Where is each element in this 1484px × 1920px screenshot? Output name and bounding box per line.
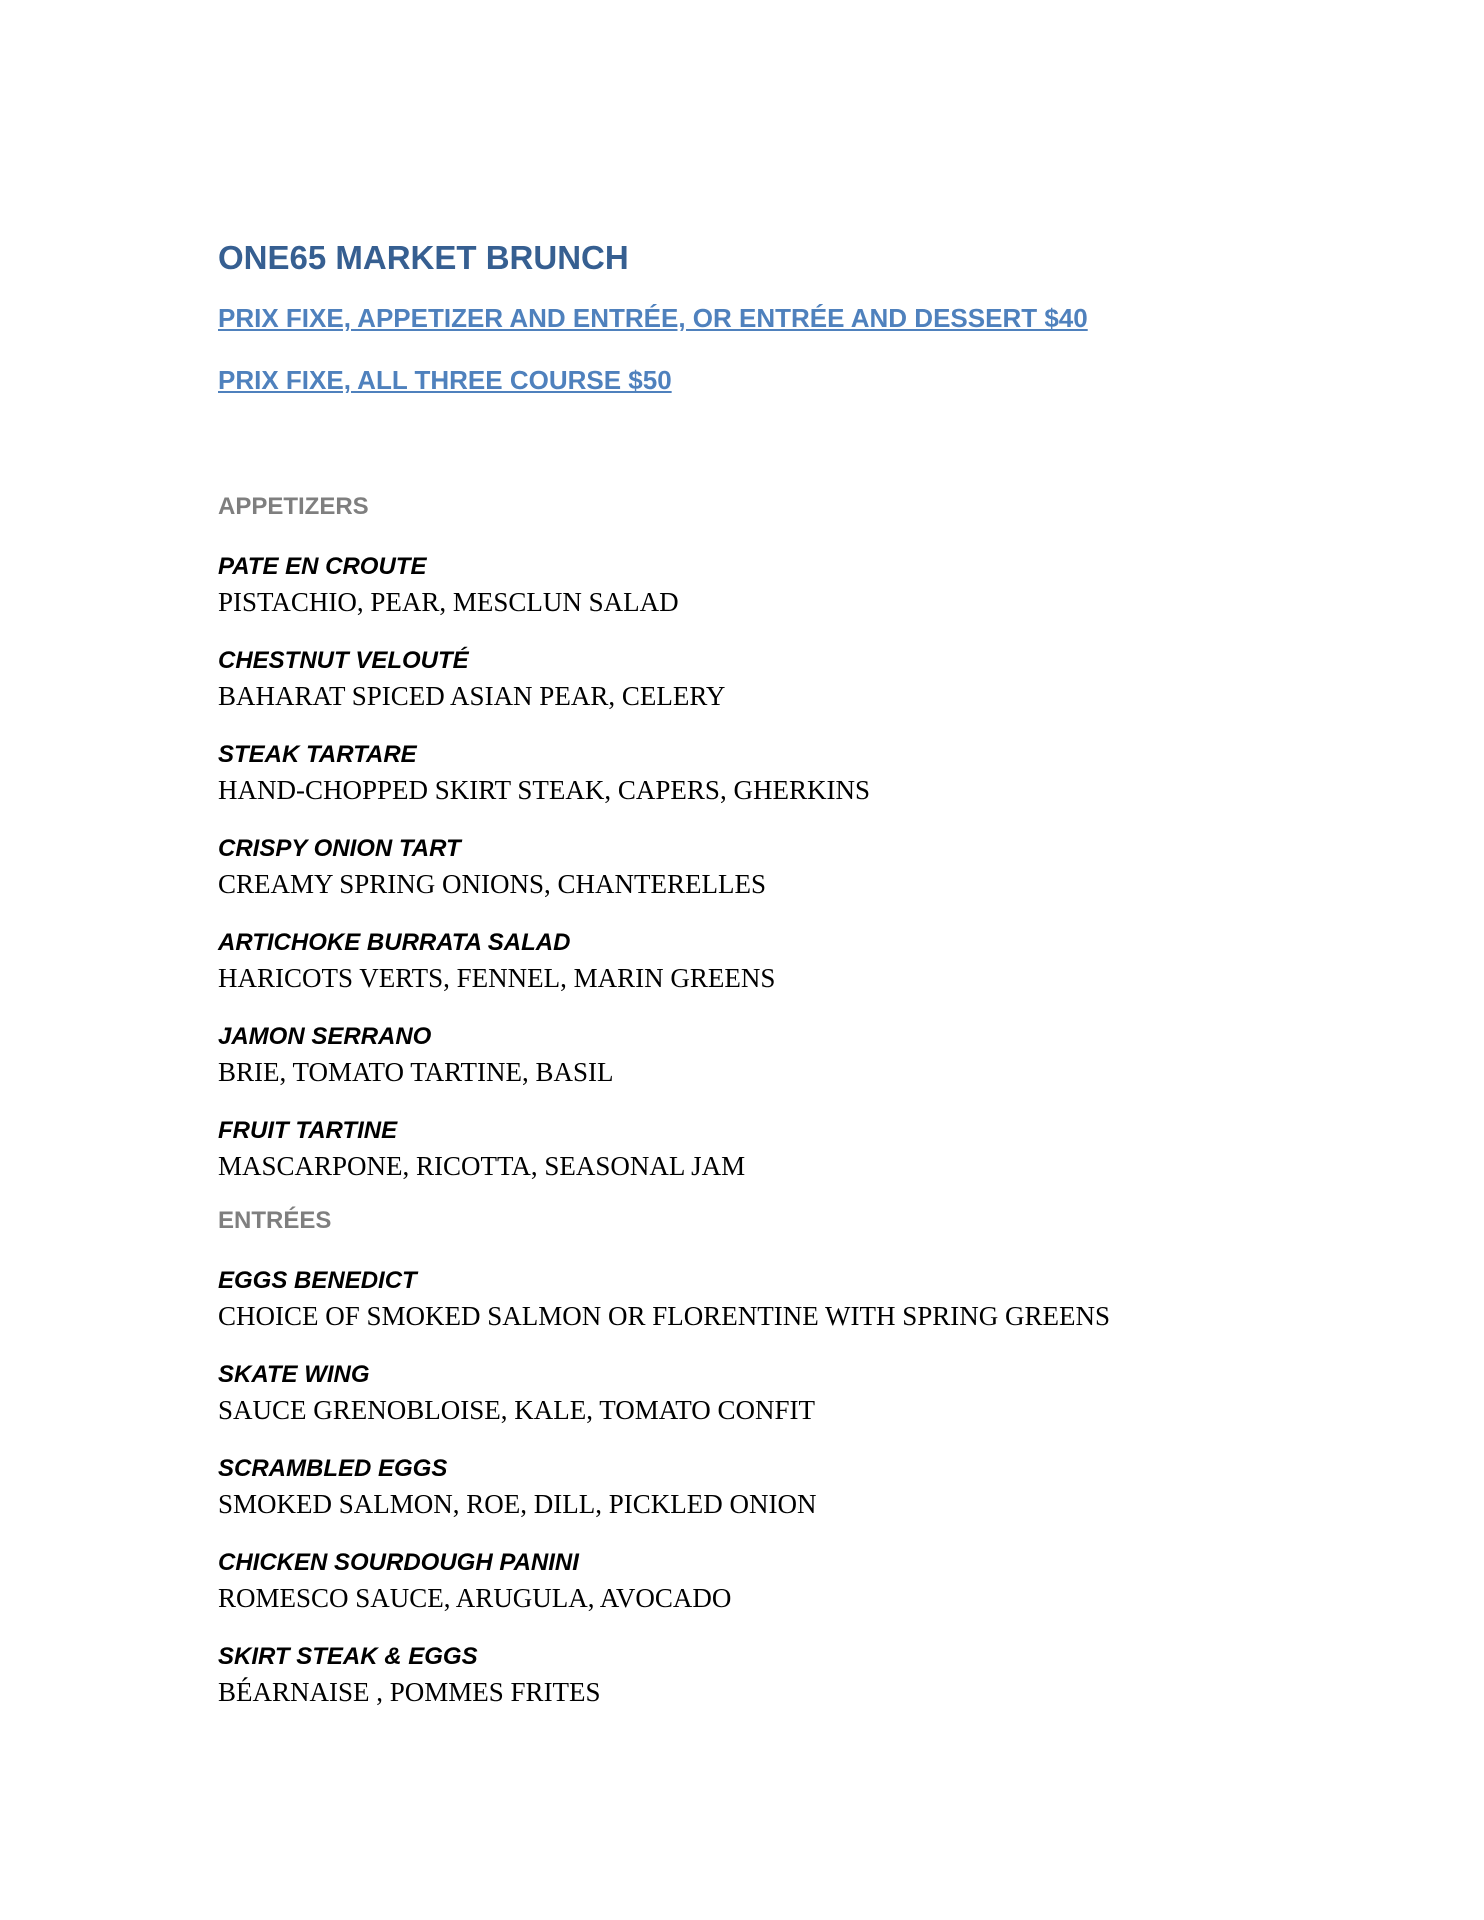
menu-item-chicken-sourdough-panini bbox=[218, 1546, 1318, 1616]
item-name: PATE EN CROUTE bbox=[218, 553, 427, 580]
item-name: CHICKEN SOURDOUGH PANINI bbox=[218, 1549, 579, 1576]
item-name: SCRAMBLED EGGS bbox=[218, 1455, 448, 1482]
entrees-heading: ENTRÉES bbox=[218, 1207, 332, 1234]
item-name: FRUIT TARTINE bbox=[218, 1117, 398, 1144]
prix-fixe-three-course-link[interactable]: PRIX FIXE, ALL THREE COURSE $50 bbox=[218, 365, 672, 395]
menu-item-jamon-serrano bbox=[218, 1020, 1318, 1090]
item-name: ARTICHOKE BURRATA SALAD bbox=[218, 929, 571, 956]
menu-item-artichoke-burrata-salad bbox=[218, 926, 1318, 996]
menu-item-fruit-tartine bbox=[218, 1114, 1318, 1184]
menu-item-pate-en-croute bbox=[218, 550, 1318, 620]
menu-content bbox=[218, 234, 1318, 1710]
item-description: BAHARAT SPICED ASIAN PEAR, CELERY bbox=[218, 681, 726, 711]
item-name: EGGS BENEDICT bbox=[218, 1267, 417, 1294]
menu-item-scrambled-eggs bbox=[218, 1452, 1318, 1522]
item-name: SKIRT STEAK & EGGS bbox=[218, 1643, 478, 1670]
menu-title: ONE65 MARKET BRUNCH bbox=[218, 239, 629, 276]
item-name: CHESTNUT VELOUTÉ bbox=[218, 647, 469, 674]
item-name: SKATE WING bbox=[218, 1361, 370, 1388]
item-description: CHOICE OF SMOKED SALMON OR FLORENTINE WITH SPRING GREENS bbox=[218, 1301, 1111, 1331]
item-description: PISTACHIO, PEAR, MESCLUN SALAD bbox=[218, 587, 679, 617]
item-description: HAND-CHOPPED SKIRT STEAK, CAPERS, GHERKINS bbox=[218, 775, 870, 805]
entrees-list bbox=[218, 1264, 1318, 1710]
item-name: JAMON SERRANO bbox=[218, 1023, 432, 1050]
prix-fixe-three-course-row bbox=[218, 362, 1318, 398]
menu-item-crispy-onion-tart bbox=[218, 832, 1318, 902]
appetizers-list bbox=[218, 550, 1318, 1184]
menu-item-eggs-benedict bbox=[218, 1264, 1318, 1334]
item-description: MASCARPONE, RICOTTA, SEASONAL JAM bbox=[218, 1151, 746, 1181]
item-description: BRIE, TOMATO TARTINE, BASIL bbox=[218, 1057, 614, 1087]
appetizers-heading: APPETIZERS bbox=[218, 493, 369, 520]
item-description: BÉARNAISE , POMMES FRITES bbox=[218, 1677, 601, 1707]
item-description: SAUCE GRENOBLOISE, KALE, TOMATO CONFIT bbox=[218, 1395, 816, 1425]
prix-fixe-two-course-link[interactable]: PRIX FIXE, APPETIZER AND ENTRÉE, OR ENTRÉE AND DESSERT $40 bbox=[218, 303, 1088, 333]
item-description: ROMESCO SAUCE, ARUGULA, AVOCADO bbox=[218, 1583, 732, 1613]
item-name: STEAK TARTARE bbox=[218, 741, 417, 768]
item-name: CRISPY ONION TART bbox=[218, 835, 461, 862]
item-description: CREAMY SPRING ONIONS, CHANTERELLES bbox=[218, 869, 767, 899]
prix-fixe-two-course-row bbox=[218, 300, 1318, 336]
menu-item-skate-wing bbox=[218, 1358, 1318, 1428]
item-description: SMOKED SALMON, ROE, DILL, PICKLED ONION bbox=[218, 1489, 817, 1519]
item-description: HARICOTS VERTS, FENNEL, MARIN GREENS bbox=[218, 963, 776, 993]
menu-item-skirt-steak-and-eggs bbox=[218, 1640, 1318, 1710]
menu-item-chestnut-veloute bbox=[218, 644, 1318, 714]
menu-item-steak-tartare bbox=[218, 738, 1318, 808]
